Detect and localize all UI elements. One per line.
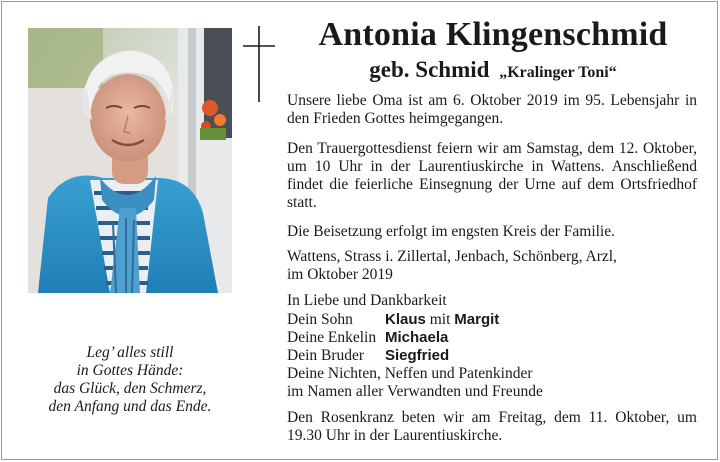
maiden-name-line [288, 57, 698, 83]
mourner-role: Deine Enkelin [287, 329, 377, 346]
mourner-name: Michaela [385, 329, 449, 346]
mourner-name: Klaus [385, 311, 426, 328]
burial-paragraph: Die Beisetzung erfolgt im engsten Kreis der Familie. [287, 223, 615, 240]
verse-line: in Gottes Hände: [76, 362, 184, 379]
funeral-paragraph: Den Trauergottesdienst feiern wir am Samstag, dem 12. Oktober, um 10 Uhr in der Laurentiuskirche in Wattens. Anschließend findet die feierliche Einsegnung der Urne auf dem Ortsfriedhof statt. [287, 140, 697, 211]
verse-quote [28, 344, 232, 416]
mourner-partner-name: Margit [454, 311, 500, 328]
obituary-card [1, 1, 718, 460]
maiden-name: geb. Schmid [369, 57, 490, 82]
mourner-connector: mit [429, 311, 451, 328]
rosary-paragraph: Den Rosenkranz beten wir am Freitag, dem 11. Oktober, um 19.30 Uhr in der Laurentiuskirche. [287, 409, 697, 444]
nickname: „Kralinger Toni“ [499, 64, 617, 81]
verse-line: den Anfang und das Ende. [48, 398, 212, 415]
mourners-others-line1: Deine Nichten, Neffen und Patenkinder [287, 365, 533, 382]
cross-icon [243, 26, 275, 102]
death-paragraph: Unsere liebe Oma ist am 6. Oktober 2019 im 95. Lebensjahr in den Frieden Gottes heimgegangen. [287, 92, 697, 127]
verse-line: das Glück, den Schmerz, [53, 380, 207, 397]
portrait-photo [28, 28, 232, 293]
mourner-role: Dein Bruder [287, 347, 365, 364]
mourners-others-line2: im Namen aller Verwandten und Freunde [287, 383, 543, 400]
mourner-grandchild [287, 329, 697, 347]
date-line: im Oktober 2019 [287, 266, 393, 283]
verse-line: Leg’ alles still [86, 344, 174, 361]
mourner-son [287, 311, 697, 329]
mourner-role: Dein Sohn [287, 311, 353, 328]
mourner-name: Siegfried [385, 347, 450, 364]
places-line: Wattens, Strass i. Zillertal, Jenbach, Schönberg, Arzl, [287, 248, 617, 265]
mourner-brother [287, 347, 697, 365]
mourners-intro: In Liebe und Dankbarkeit [287, 292, 447, 309]
deceased-name: Antonia Klingenschmid [318, 16, 668, 53]
